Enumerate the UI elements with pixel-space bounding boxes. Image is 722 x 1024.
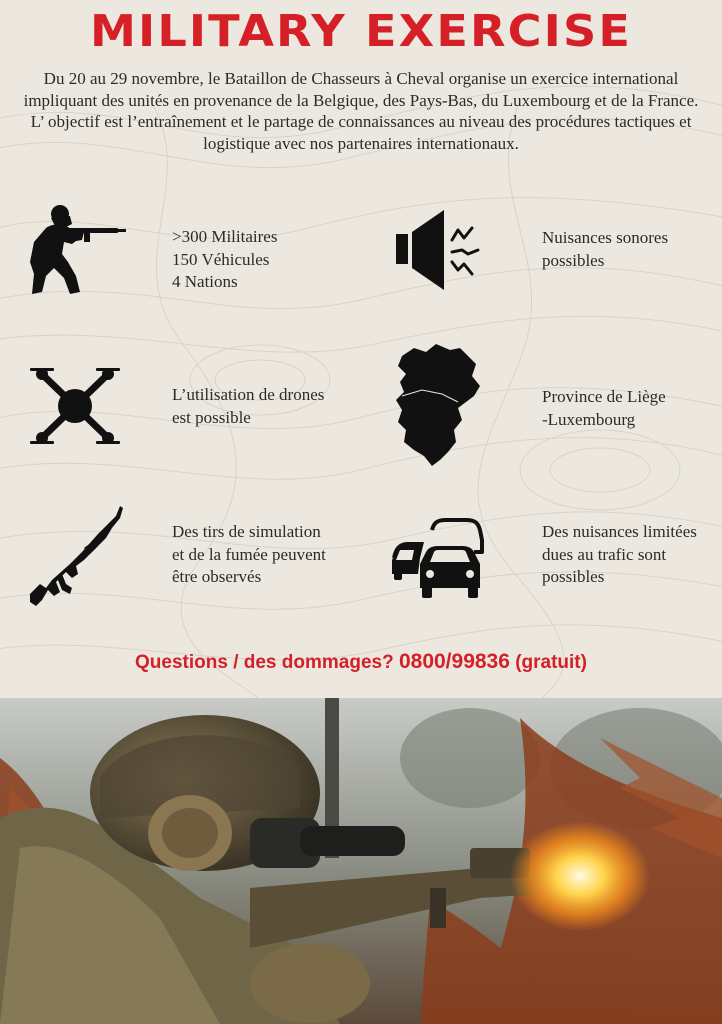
feature-troops-text: >300 Militaires 150 Véhicules 4 Nations (172, 227, 278, 291)
drone-icon (28, 360, 122, 452)
loudspeaker-icon (394, 208, 484, 292)
feature-drones-text: L’utilisation de drones est possible (172, 385, 325, 427)
kneeling-soldier-icon (24, 202, 128, 300)
feature-noise-text: Nuisances sonores possibles (542, 228, 669, 270)
feature-traffic-text: Des nuisances limitées dues au trafic sont possibles (542, 522, 697, 586)
province-map-icon (392, 342, 484, 468)
contact-line (0, 650, 722, 674)
intro-paragraph: Du 20 au 29 novembre, le Bataillon de Chasseurs à Cheval organise un exercice international impliquant des unités en provenance de la Belgique, des Pays-Bas, du Luxembourg et de la France. L’ objectif est l’entraînement et le partage de connaissances au niveau des procédures tactiques et logistique avec nos partenaires internationaux. (23, 69, 699, 153)
rifle-icon (26, 504, 124, 608)
soldier-firing-photo (0, 698, 722, 1024)
page-title: MILITARY EXERCISE (89, 6, 632, 57)
feature-shooting-text: Des tirs de simulation et de la fumée peuvent être observés (172, 522, 326, 586)
cars-icon (390, 518, 484, 600)
phone-number[interactable]: 0800/99836 (398, 650, 510, 673)
feature-province-text: Province de Liège -Luxembourg (542, 387, 666, 429)
questions-label: Questions / des dommages? (135, 652, 394, 673)
free-note: (gratuit) (515, 652, 587, 673)
